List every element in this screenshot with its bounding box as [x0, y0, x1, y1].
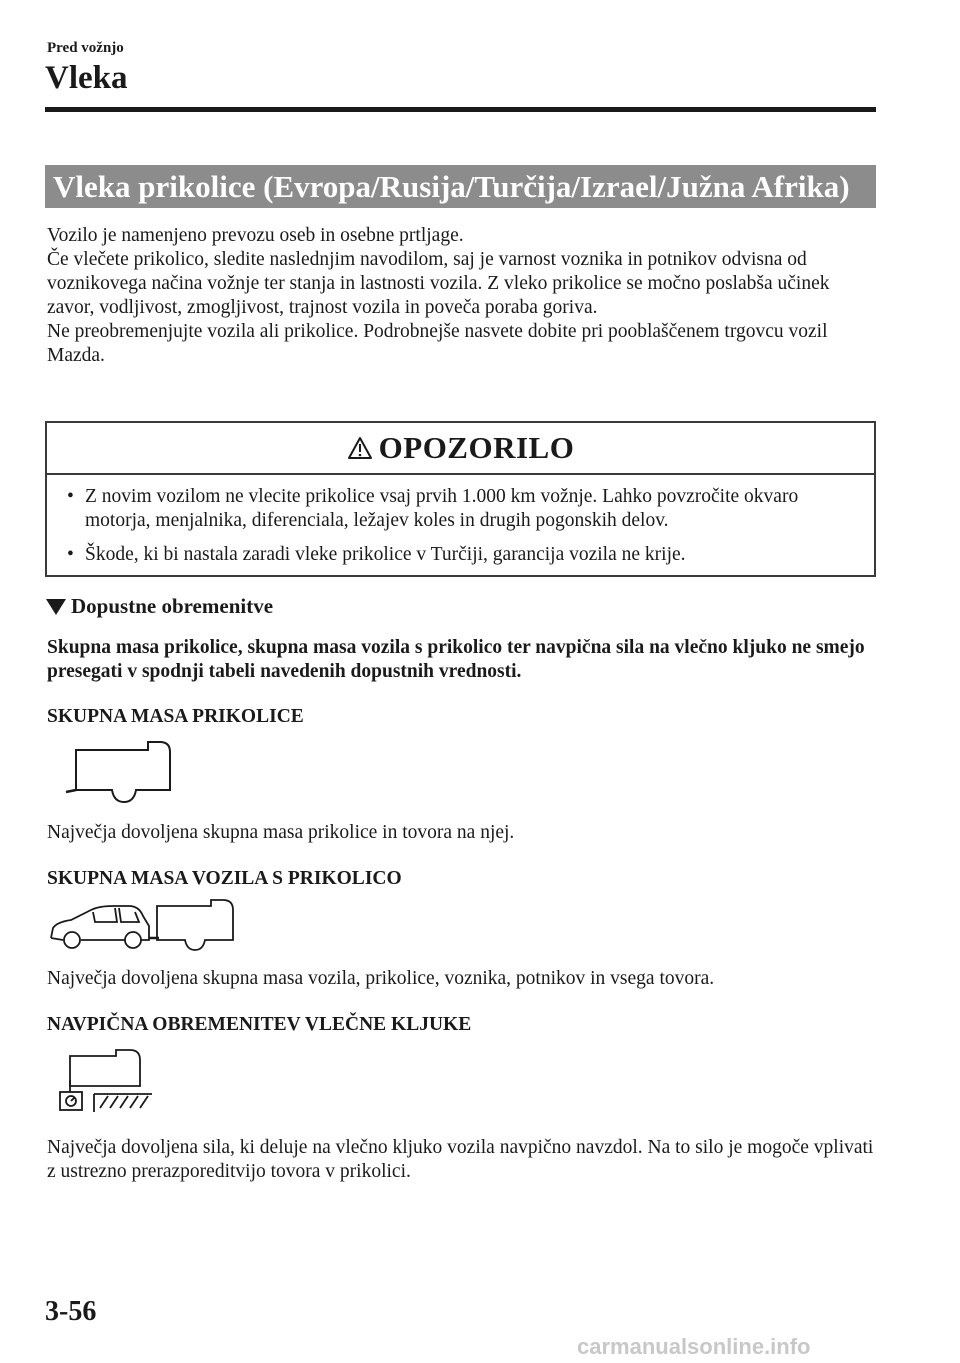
load-description: Največja dovoljena sila, ki deluje na vlečno kljuko vozila navpično navzdol. Na to silo je mogoče vplivati z ustrezno prerazporeditvijo tovora v prikolici.: [47, 1137, 874, 1182]
warning-item: [57, 485, 864, 533]
loads-lead: Skupna masa prikolice, skupna masa vozila s prikolico ter navpična sila na vlečno kljuko ne smejo presegati v spodnji tabeli navedenih dopustnih vrednosti.: [47, 637, 865, 682]
warning-triangle-icon: [347, 436, 373, 460]
page-number: 3-56: [45, 1296, 97, 1327]
page-title: Vleka: [45, 60, 128, 96]
warning-item-text: Z novim vozilom ne vlecite prikolice vsaj prvih 1.000 km vožnje. Lahko povzročite okvaro motorja, menjalnika, diferenciala, ležajev koles in drugih pogonskih delov.: [85, 486, 799, 531]
car-with-trailer-icon: [47, 896, 243, 954]
hitch-scale-icon: [56, 1046, 156, 1118]
intro-paragraph: Če vlečete prikolico, sledite naslednjim navodilom, saj je varnost voznika in potnikov odvisna od voznikovega načina vožnje ter stanja in lastnosti vozila. Z vleko prikolice se močno poslabša učinek zavor, vodljivost, zmogljivost, trajnost vozila in poveča poraba goriva.: [47, 249, 830, 318]
watermark: carmanualsonline.info: [577, 1334, 811, 1359]
intro-text: [47, 224, 877, 368]
load-label: SKUPNA MASA VOZILA S PRIKOLICO: [47, 868, 402, 889]
bullet: •: [67, 486, 74, 507]
intro-paragraph: Vozilo je namenjeno prevozu oseb in osebne prtljage.: [47, 225, 464, 246]
breadcrumb: Pred vožnjo: [47, 40, 124, 56]
triangle-down-icon: [45, 598, 67, 616]
load-description: Največja dovoljena skupna masa vozila, prikolice, voznika, potnikov in vsega tovora.: [47, 968, 715, 989]
warning-header: [47, 423, 874, 475]
subsection-heading: [45, 594, 273, 619]
warning-box: [45, 421, 876, 577]
subsection-heading-text: Dopustne obremenitve: [71, 594, 274, 618]
warning-list: [47, 475, 874, 567]
warning-title: OPOZORILO: [378, 430, 575, 465]
title-rule: [45, 107, 876, 112]
warning-item: [57, 543, 864, 567]
load-label: SKUPNA MASA PRIKOLICE: [47, 706, 304, 727]
bullet: •: [67, 544, 74, 565]
intro-paragraph: Ne preobremenjujte vozila ali prikolice. Podrobnejše nasvete dobite pri pooblaščenem trgovcu vozil Mazda.: [47, 321, 828, 366]
load-label: NAVPIČNA OBREMENITEV VLEČNE KLJUKE: [47, 1014, 472, 1035]
warning-item-text: Škode, ki bi nastala zaradi vleke prikolice v Turčiji, garancija vozila ne krije.: [85, 544, 686, 565]
load-description: Največja dovoljena skupna masa prikolice in tovora na njej.: [47, 822, 515, 843]
section-banner: Vleka prikolice (Evropa/Rusija/Turčija/Izrael/Južna Afrika): [45, 165, 876, 208]
trailer-icon: [64, 736, 176, 804]
